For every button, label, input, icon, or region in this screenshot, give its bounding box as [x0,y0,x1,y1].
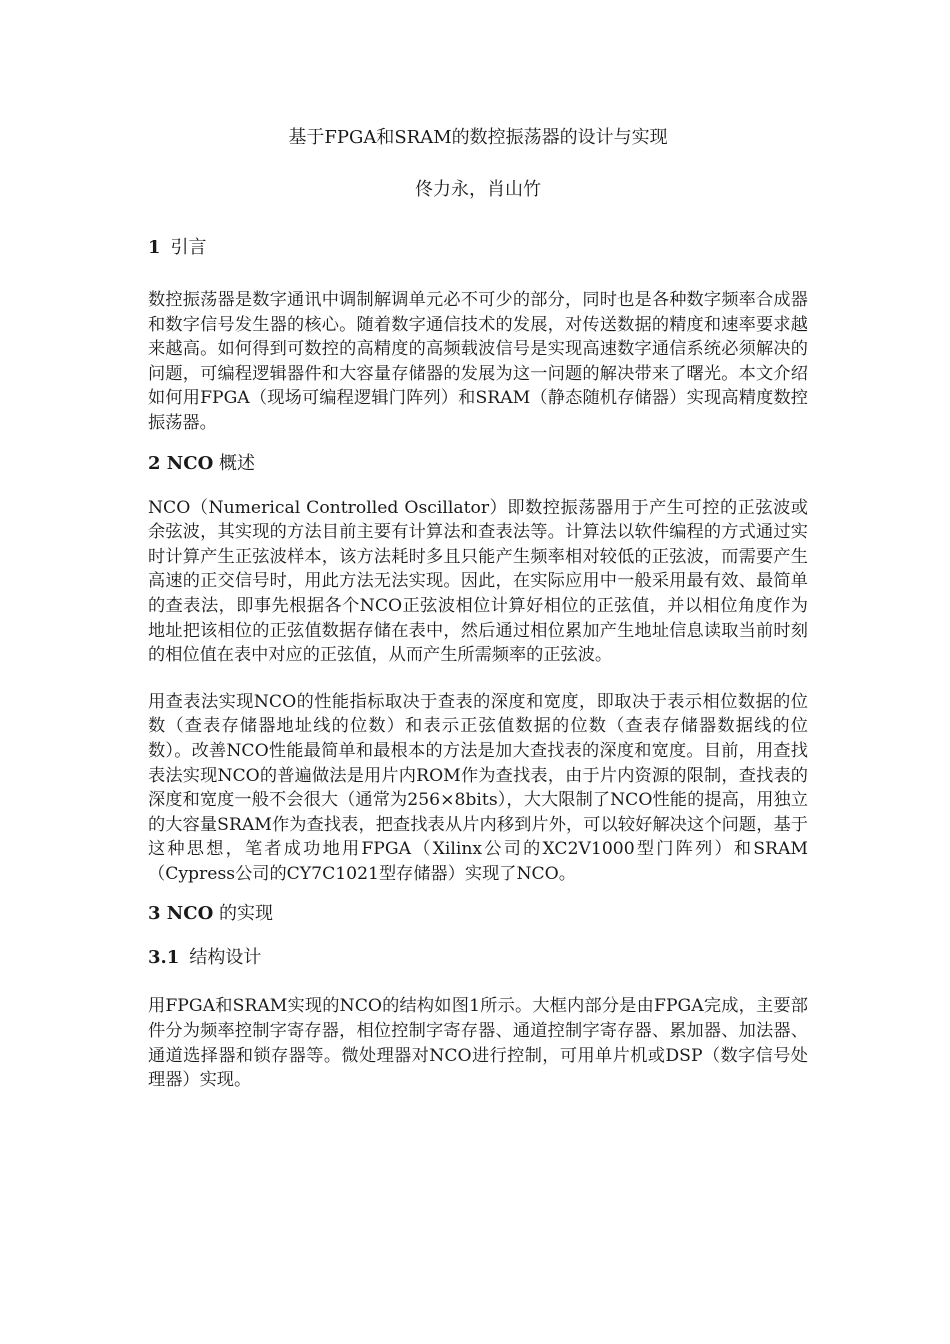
paragraph: 用查表法实现NCO的性能指标取决于查表的深度和宽度，即取决于表示相位数据的位数（查表存储器地址线的位数）和表示正弦值数据的位数（查表存储器数据线的位数）。改善NCO性能最简单和最根本的方法是加大查找表的深度和宽度。目前，用查找表法实现NCO的普遍做法是用片内ROM作为查找表，由于片内资源的限制，查找表的深度和宽度一般不会很大（通常为256×8bits），大大限制了NCO性能的提高，用独立的大容量SRAM作为查找表，把查找表从片内移到片外，可以较好解决这个问题，基于这种思想，笔者成功地用FPGA（Xilinx公司的XC2V1000型门阵列）和SRAM（Cypress公司的CY7C1021型存储器）实现了NCO。 [148,691,808,884]
section-number: 1 [148,237,161,258]
section-title: 结构设计 [189,947,262,969]
section-heading-introduction [148,234,808,262]
paper-title: 基于FPGA和SRAM的数控振荡器的设计与实现 [288,127,668,148]
section-number: 3 NCO [148,903,214,925]
section-title: 概述 [218,452,255,474]
subsection-heading-structure-design [148,944,808,972]
section-number: 2 NCO [148,452,214,474]
section-title: 引言 [170,237,207,258]
paragraph: NCO（Numerical Controlled Oscillator）即数控振荡器用于产生可控的正弦波或余弦波，其实现的方法目前主要有计算法和查表法等。计算法以软件编程的方式通过实时计算产生正弦波样本，该方法耗时多且只能产生频率相对较低的正弦波，而需要产生高速的正交信号时，用此方法无法实现。因此，在实际应用中一般采用最有效、最简单的查表法，即事先根据各个NCO正弦波相位计算好相位的正弦值，并以相位角度作为地址把该相位的正弦值数据存储在表中，然后通过相位累加产生地址信息读取当前时刻的相位值在表中对应的正弦值，从而产生所需频率的正弦波。 [148,497,808,666]
document-page [148,124,808,1093]
section-title: 的实现 [218,903,273,925]
paragraph: 数控振荡器是数字通讯中调制解调单元必不可少的部分，同时也是各种数字频率合成器和数字信号发生器的核心。随着数字通信技术的发展，对传送数据的精度和速率要求越来越高。如何得到可数控的高精度的高频载波信号是实现高速数字通信系统必须解决的问题，可编程逻辑器件和大容量存储器的发展为这一问题的解决带来了曙光。本文介绍如何用FPGA（现场可编程逻辑门阵列）和SRAM（静态随机存储器）实现高精度数控振荡器。 [148,290,808,433]
paragraph: 用FPGA和SRAM实现的NCO的结构如图1所示。大框内部分是由FPGA完成，主要部件分为频率控制字寄存器，相位控制字寄存器、通道控制字寄存器、累加器、加法器、通道选择器和锁存器等。微处理器对NCO进行控制，可用单片机或DSP（数字信号处理器）实现。 [148,996,808,1091]
section-heading-nco-overview [148,450,808,478]
paper-authors: 佟力永，肖山竹 [415,179,541,200]
section-heading-nco-implementation [148,900,808,928]
section-number: 3.1 [148,947,180,969]
